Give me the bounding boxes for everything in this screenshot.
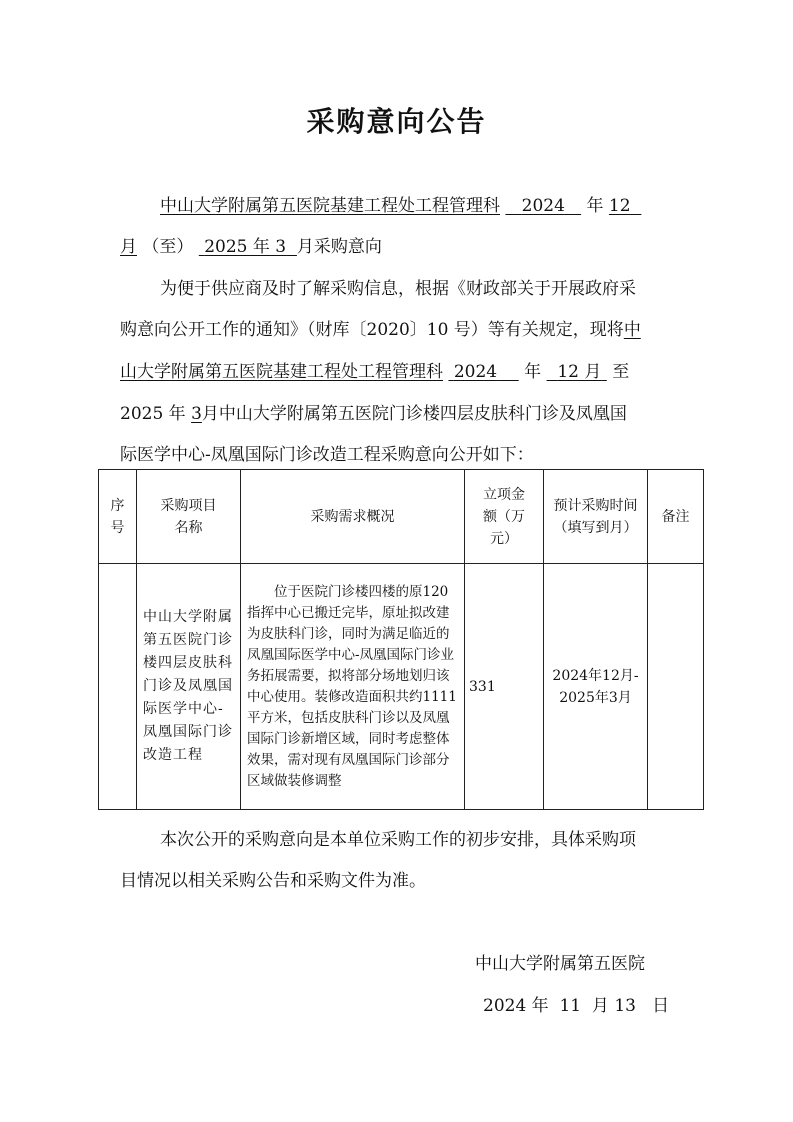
signature-date: 2024 年 11 月 13 日 [483,996,670,1016]
para1-line2 [120,315,641,340]
para1-line3-nian: 年 [524,362,542,382]
table-row [99,564,704,810]
row-name: 中山大学附属第五医院门诊楼四层皮肤科门诊及凤凰国际医学中心-凤凰国际门诊改造工程 [137,564,241,810]
closing-line1: 本次公开的采购意向是本单位采购工作的初步安排，具体采购项 [160,830,636,850]
para1-line3-month: 12 月 [557,362,602,382]
para1-line3-org: 山大学附属第五医院基建工程处工程管理科 [120,362,443,382]
para1-line3-zhi: 至 [612,362,630,382]
para1-line5: 际医学中心-凤凰国际门诊改造工程采购意向公开如下： [120,445,534,465]
para1-line2-org: 中 [623,320,641,340]
row-seq [99,564,137,810]
header-amount: 立项金额（万元） [465,470,544,564]
row-desc: 位于医院门诊楼四楼的原120指挥中心已搬迁完毕，原址拟改建为皮肤科门诊，同时为满足临近的凤凰国际医学中心-凤凰国际门诊业务拓展需要，拟将部分场地划归该中心使用。装修改造面积共约1111平方米，包括皮肤科门诊以及凤凰国际门诊新增区域，同时考虑整体效果，需对现有凤凰国际门诊部分区域做装修调整 [241,564,465,810]
procurement-table [98,469,704,810]
heading-line-2 [120,232,382,257]
header-name: 采购项目名称 [137,470,241,564]
header-desc: 采购需求概况 [241,470,465,564]
header-time: 预计采购时间（填写到月） [544,470,648,564]
row-time: 2024年12月-2025年3月 [544,564,648,810]
heading-year-from: 2024 [521,196,565,216]
para1-line3 [120,357,629,382]
para1-line4-b: 月中山大学附属第五医院门诊楼四层皮肤科门诊及凤凰国 [201,404,627,424]
closing-line2: 目情况以相关采购公告和采购文件为准。 [120,871,426,891]
para1-line3-year: 2024 [453,362,498,382]
header-note: 备注 [648,470,704,564]
row-note [648,564,704,810]
para1-line4-a: 2025 年 [120,404,186,424]
signature-org: 中山大学附属第五医院 [475,954,645,974]
heading-month-unit: 月 [120,237,137,257]
header-seq: 序号 [99,470,137,564]
para1-line1: 为便于供应商及时了解采购信息，根据《财政部关于开展政府采 [160,279,636,299]
heading-end: 2025 年 3 [204,237,287,257]
table-header-row [99,470,704,564]
row-amount: 331 [465,564,544,810]
heading-month-from: 12 [608,196,631,216]
heading-line-1 [160,191,641,216]
heading-suffix: 月采购意向 [296,237,382,257]
page-title: 采购意向公告 [306,105,487,138]
heading-to: （至） [142,237,194,257]
heading-year-unit: 年 [586,196,604,216]
para1-line4 [120,399,627,424]
para1-line2-text: 购意向公开工作的通知》（财库〔2020〕10 号）等有关规定，现将 [120,320,624,340]
para1-line4-month: 3 [191,404,202,424]
heading-org: 中山大学附属第五医院基建工程处工程管理科 [160,196,500,216]
